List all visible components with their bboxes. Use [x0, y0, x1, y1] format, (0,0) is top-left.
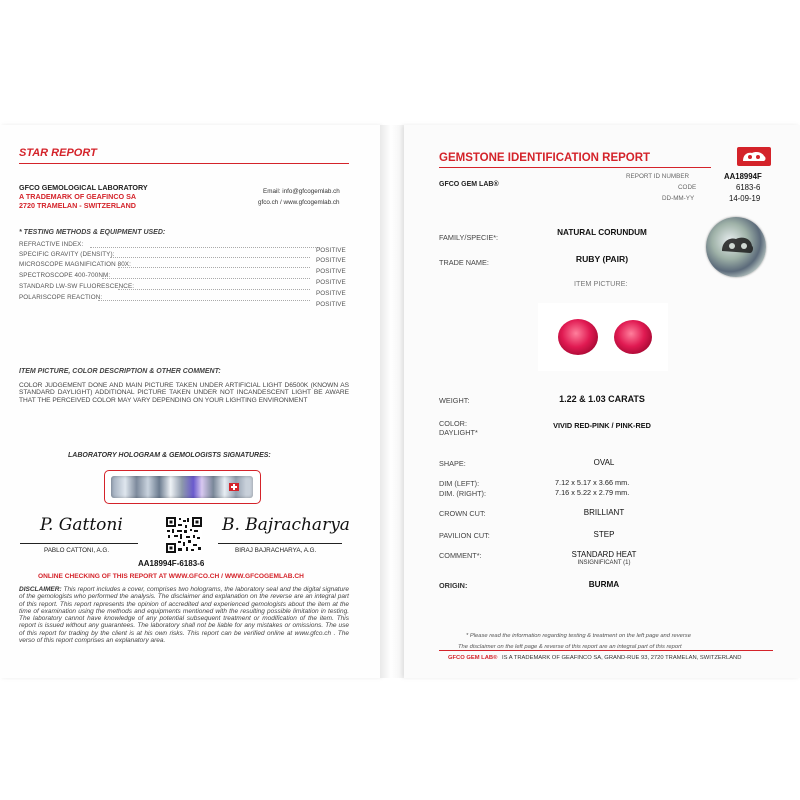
dot-leader: [102, 278, 310, 279]
test-result: POSITIVE: [316, 257, 346, 264]
signature-left-line: [20, 543, 138, 544]
color-value: VIVID RED-PINK / PINK-RED: [553, 421, 651, 430]
meta-label: CODE: [678, 184, 697, 191]
meta-value: AA18994F: [724, 172, 762, 181]
qr-code[interactable]: [166, 517, 202, 553]
disclaimer-text: This report includes a cover, comprises two holograms, the laboratory seal and the digital signature of the gemologists who performed the analysis. The disclaimer and explanation on the reverse are an integral part of this report. This report represents the opinion of accredited and experienced gemologists about the item at the time of examination using the methods and equipments mentioned with the resulting possible limitation in testing. The laboratory cannot have knowledge of any potential subsequent treatment or modification of the item. This report is issued without any guarantees. The laboratory shall not be liable for any mistakes or omissions. The use of this report for trading by the client is at his own risks. This report can be verified online at www.gfco.ch . The verso of this report comprises an explanatory area.: [19, 586, 350, 645]
dot-leader: [110, 257, 310, 258]
test-result: POSITIVE: [316, 301, 346, 308]
title-rule: [439, 167, 711, 168]
report-code: AA18994F-6183-6: [138, 559, 205, 568]
test-result: POSITIVE: [316, 247, 346, 254]
signature-right-name: BIRAJ BAJRACHARYA, A.G.: [235, 547, 317, 554]
shape-value: OVAL: [593, 458, 615, 467]
weight-value: 1.22 & 1.03 CARATS: [559, 394, 645, 404]
signature-right-line: [218, 543, 342, 544]
lab-address: 2720 TRAMELAN - SWITZERLAND: [19, 201, 137, 210]
weight-label: WEIGHT:: [439, 396, 470, 405]
meta-label: DD-MM-YY: [662, 195, 695, 202]
online-check-link[interactable]: ONLINE CHECKING OF THIS REPORT AT WWW.GFCO.CH / WWW.GFCOGEMLAB.CH: [38, 573, 304, 580]
footnote-testing: * Please read the information regarding testing & treatment on the left page and reverse: [466, 633, 691, 639]
pavilion-cut-value: STEP: [593, 530, 615, 539]
crown-cut-label: CROWN CUT:: [439, 509, 486, 518]
test-result: POSITIVE: [316, 290, 346, 297]
disclaimer: [19, 586, 349, 644]
footer: [448, 655, 741, 661]
family-label: FAMILY/SPECIE*:: [439, 233, 499, 242]
origin-label: ORIGIN:: [439, 581, 468, 590]
dim-left-label: DIM (LEFT):: [439, 479, 480, 488]
signature-left: P. Gattoni: [40, 515, 123, 535]
dot-leader: [98, 300, 310, 301]
dot-leader: [90, 247, 320, 248]
hologram-strip: [104, 470, 261, 504]
right-page: [404, 125, 800, 678]
pavilion-cut-label: PAVILION CUT:: [439, 531, 490, 540]
brand-label: GFCO GEM LAB®: [439, 181, 499, 188]
ruby-right: [614, 320, 652, 354]
test-name: MICROSCOPE MAGNIFICATION 80X:: [19, 261, 131, 268]
item-comment-title: ITEM PICTURE, COLOR DESCRIPTION & OTHER COMMENT:: [19, 368, 221, 375]
left-page: [0, 125, 380, 678]
book-spine: [380, 125, 404, 678]
dim-left-value: 7.12 x 5.17 x 3.66 mm.: [555, 478, 630, 487]
footer-rule: [439, 650, 773, 651]
lab-name: GFCO GEMOLOGICAL LABORATORY: [19, 183, 148, 192]
test-name: SPECTROSCOPE 400-700NM:: [19, 272, 111, 279]
disclaimer-label: DISCLAIMER:: [19, 586, 62, 593]
dot-leader: [118, 267, 310, 268]
meta-value: 6183-6: [736, 183, 761, 192]
lab-email[interactable]: Email: info@gfcogemlab.ch: [263, 188, 340, 195]
hologram-title: LABORATORY HOLOGRAM & GEMOLOGISTS SIGNATURES:: [68, 452, 271, 459]
item-comment-text: COLOR JUDGEMENT DONE AND MAIN PICTURE TAKEN UNDER ARTIFICIAL LIGHT D6500K (KNOWN AS STANDARD DAYLIGHT) ADDITIONAL PICTURE TAKEN UNDER NOT INCANDESCENT LIGHT BE AWARE THAT THE PERCEIVED COLOR MAY VARY DEPENDING ON YOUR LIGHTING ENVIRONMENT: [19, 382, 349, 404]
meta-value: 14-09-19: [729, 194, 761, 203]
lab-website[interactable]: gfco.ch / www.gfcogemlab.ch: [258, 199, 340, 206]
gfco-logo-icon: [737, 147, 771, 166]
laboratory-seal: [706, 217, 766, 277]
footer-text: IS A TRADEMARK OF GEAFINCO SA, GRAND-RUE 93, 2720 TRAMELAN, SWITZERLAND: [501, 655, 742, 661]
test-name: STANDARD LW-SW FLUORESCENCE:: [19, 283, 135, 290]
test-result: POSITIVE: [316, 268, 346, 275]
title-rule: [19, 163, 349, 164]
trade-name-label: TRADE NAME:: [439, 258, 489, 267]
dim-right-label: DIM. (RIGHT):: [439, 489, 487, 498]
comment-label: COMMENT*:: [439, 551, 482, 560]
dot-leader: [118, 289, 310, 290]
crown-cut-value: BRILLIANT: [583, 508, 625, 517]
methods-title: * TESTING METHODS & EQUIPMENT USED:: [19, 229, 166, 236]
gemstone-report-title: GEMSTONE IDENTIFICATION REPORT: [439, 152, 651, 164]
signature-left-name: PABLO CATTONI, A.G.: [44, 547, 110, 554]
item-picture-label: ITEM PICTURE:: [574, 279, 628, 288]
star-report-title: STAR REPORT: [19, 147, 97, 159]
signature-right: B. Bajracharya: [222, 515, 350, 535]
trade-name-value: RUBY (PAIR): [575, 254, 629, 264]
footer-brand: GFCO GEM LAB®: [448, 655, 498, 661]
test-result: POSITIVE: [316, 279, 346, 286]
dim-right-value: 7.16 x 5.22 x 2.79 mm.: [555, 488, 630, 497]
lab-trademark: A TRADEMARK OF GEAFINCO SA: [19, 192, 137, 201]
test-name: REFRACTIVE INDEX:: [19, 241, 84, 248]
origin-value: BURMA: [588, 580, 620, 589]
test-name: SPECIFIC GRAVITY (DENSITY):: [19, 251, 115, 258]
comment-sub: INSIGNIFICANT (1): [577, 560, 631, 566]
item-picture: [538, 303, 668, 371]
shape-label: SHAPE:: [439, 459, 466, 468]
daylight-label: DAYLIGHT*: [439, 428, 478, 437]
test-name: POLARISCOPE REACTION:: [19, 294, 103, 301]
swiss-flag-icon: [229, 483, 239, 491]
meta-label: REPORT ID NUMBER: [626, 173, 690, 180]
comment-value: STANDARD HEAT: [571, 550, 637, 559]
footnote-disclaimer: The disclaimer on the left page & reverse of this report are an integral part of this report: [458, 644, 682, 650]
color-label: COLOR:: [439, 419, 467, 428]
ruby-left: [558, 319, 598, 355]
family-value: NATURAL CORUNDUM: [557, 228, 647, 237]
